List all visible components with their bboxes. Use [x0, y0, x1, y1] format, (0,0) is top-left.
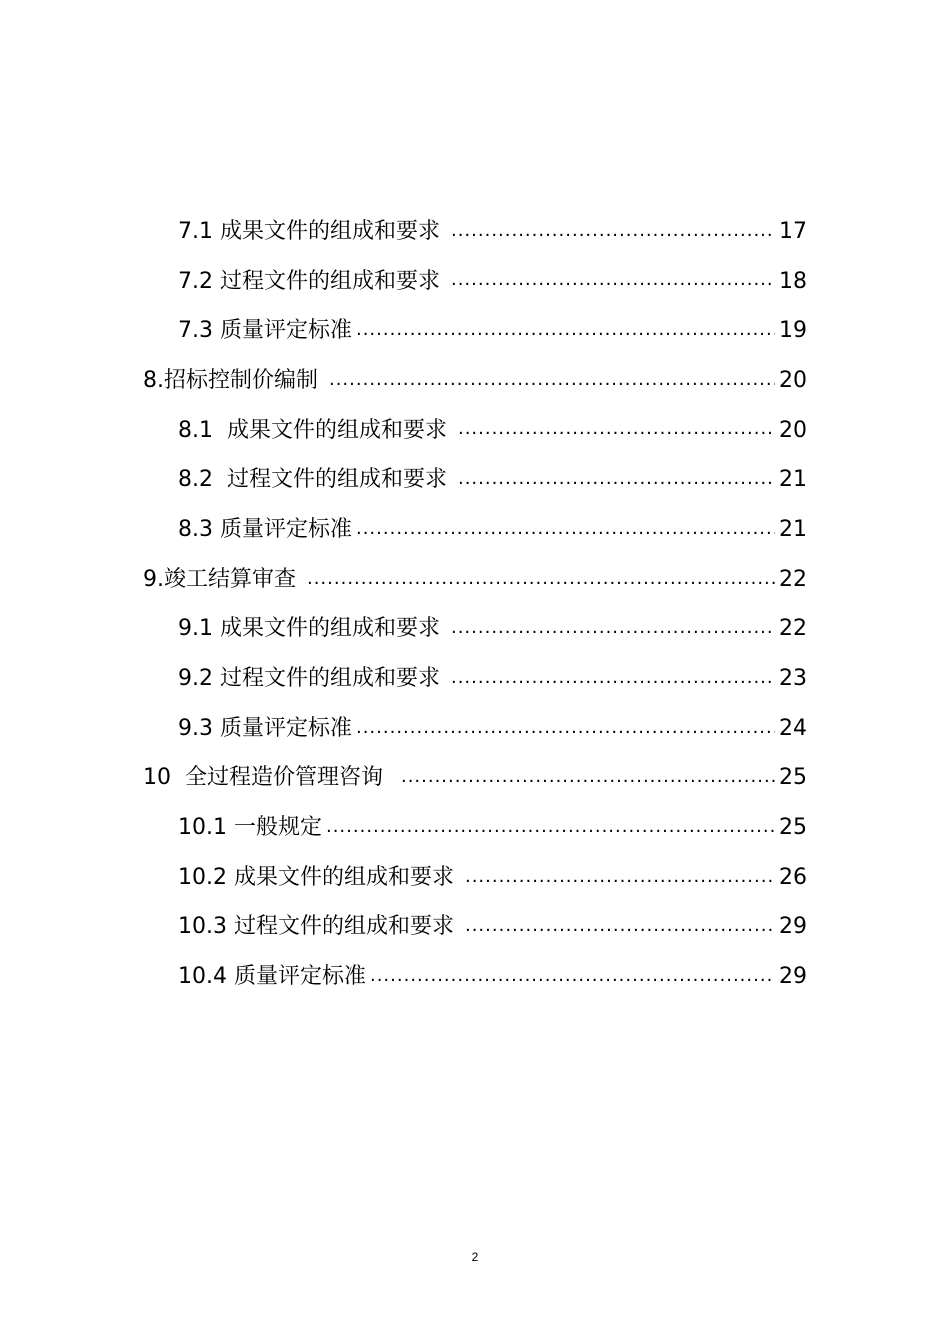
toc-entry-title: 10.3 过程文件的组成和要求 — [178, 914, 461, 940]
toc-dot-leader — [356, 715, 775, 754]
toc-entry[interactable] — [0, 555, 950, 605]
toc-entry-title: 9.3 质量评定标准 — [178, 715, 352, 741]
toc-entry[interactable] — [0, 257, 950, 307]
toc-dot-leader — [451, 267, 775, 306]
toc-dot-leader — [370, 963, 775, 1002]
toc-entry[interactable] — [0, 455, 950, 505]
page-number: 2 — [471, 1250, 479, 1264]
toc-entry-title: 10.4 质量评定标准 — [178, 964, 366, 990]
toc-entry[interactable] — [0, 704, 950, 754]
toc-dot-leader — [458, 466, 775, 505]
toc-entry-page: 17 — [779, 218, 807, 244]
toc-entry-title: 8.2 过程文件的组成和要求 — [178, 467, 454, 493]
toc-entry[interactable] — [0, 207, 950, 257]
toc-entry-page: 18 — [779, 268, 807, 294]
toc-entry[interactable] — [0, 505, 950, 555]
toc-dot-leader — [465, 864, 775, 903]
toc-entry-page: 20 — [779, 417, 807, 443]
toc-entry-title: 9.1 成果文件的组成和要求 — [178, 616, 447, 642]
toc-entry[interactable] — [0, 356, 950, 406]
toc-entry[interactable] — [0, 605, 950, 655]
toc-entry[interactable] — [0, 903, 950, 953]
toc-entry[interactable] — [0, 654, 950, 704]
toc-entry-page: 25 — [779, 765, 807, 791]
toc-entry[interactable] — [0, 406, 950, 456]
toc-dot-leader — [356, 317, 775, 356]
toc-entry-title: 9.竣工结算审查 — [143, 566, 303, 592]
toc-entry-page: 22 — [779, 566, 807, 592]
toc-entry-page: 20 — [779, 367, 807, 393]
toc-entry-title: 10.1 一般规定 — [178, 815, 322, 841]
toc-entry-title: 8.招标控制价编制 — [143, 367, 325, 393]
toc-entry-title: 7.1 成果文件的组成和要求 — [178, 218, 447, 244]
toc-dot-leader — [329, 367, 775, 406]
toc-dot-leader — [356, 516, 775, 555]
toc-entry-page: 25 — [779, 815, 807, 841]
toc-entry-page: 21 — [779, 516, 807, 542]
toc-entry-title: 10.2 成果文件的组成和要求 — [178, 864, 461, 890]
toc-dot-leader — [307, 566, 775, 605]
toc-dot-leader — [401, 764, 775, 803]
toc-entry-title: 7.3 质量评定标准 — [178, 318, 352, 344]
table-of-contents — [0, 207, 950, 1002]
toc-entry[interactable] — [0, 853, 950, 903]
toc-dot-leader — [458, 416, 775, 455]
toc-entry-page: 29 — [779, 914, 807, 940]
toc-entry-page: 23 — [779, 666, 807, 692]
toc-entry-title: 7.2 过程文件的组成和要求 — [178, 268, 447, 294]
toc-entry-title: 10 全过程造价管理咨询 — [143, 765, 397, 791]
toc-entry-page: 21 — [779, 467, 807, 493]
toc-entry-page: 22 — [779, 616, 807, 642]
toc-dot-leader — [451, 218, 775, 257]
toc-entry[interactable] — [0, 803, 950, 853]
toc-entry[interactable] — [0, 952, 950, 1002]
toc-entry-page: 19 — [779, 318, 807, 344]
toc-entry-title: 8.3 质量评定标准 — [178, 516, 352, 542]
toc-entry-page: 29 — [779, 964, 807, 990]
toc-entry-title: 9.2 过程文件的组成和要求 — [178, 666, 447, 692]
toc-entry-page: 26 — [779, 864, 807, 890]
toc-entry-page: 24 — [779, 715, 807, 741]
toc-entry-title: 8.1 成果文件的组成和要求 — [178, 417, 454, 443]
toc-dot-leader — [465, 913, 775, 952]
toc-entry[interactable] — [0, 306, 950, 356]
toc-dot-leader — [451, 615, 775, 654]
toc-dot-leader — [451, 665, 775, 704]
toc-dot-leader — [326, 814, 775, 853]
toc-entry[interactable] — [0, 754, 950, 804]
